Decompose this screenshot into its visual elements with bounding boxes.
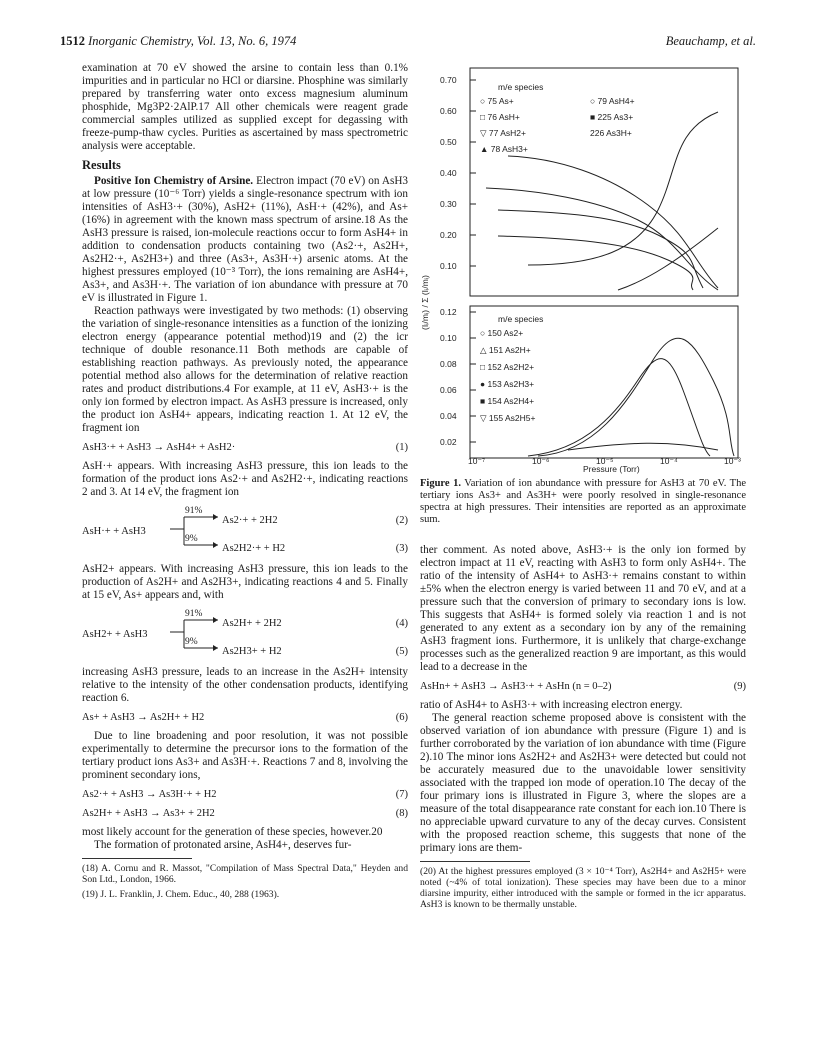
curve-as2-plus — [538, 338, 734, 456]
results-paragraph-6: Due to line broadening and poor resolution, it was not possible experimentally to determine the precursor ions to the formation of the tertiary product ions As3+ and As3H·+. Reactions 7 and 8, involving the prominent secondary ions, — [82, 730, 408, 781]
top-legend-entry: ■ 225 As3+ — [590, 112, 634, 122]
reaction-3-number: (3) — [395, 543, 408, 554]
running-header-authors: Beauchamp, et al. — [665, 34, 756, 48]
bottom-panel-y-ticks — [440, 307, 476, 447]
figure-caption-text: Variation of ion abundance with pressure for AsH3 at 70 eV. The tertiary ions As3+ and As3H+ were poorly resolved in single-resonance spectra at high pressures. Their intensities are reported as an approximate sum. — [420, 478, 747, 525]
equation-7 — [82, 788, 408, 801]
equation-8 — [82, 807, 408, 820]
results-paragraph-7: most likely account for the generation of these species, however.20 — [82, 826, 383, 838]
curve-as2h3-plus — [568, 443, 718, 450]
equation-1-text: AsH3·+ + AsH3 → AsH4+ + AsH2· — [82, 442, 236, 453]
top-legend — [480, 96, 635, 154]
bottom-legend-entry: ▽ 155 As2H5+ — [480, 413, 536, 423]
footnote-divider-right — [420, 861, 530, 862]
figure-1-caption — [420, 478, 746, 526]
equation-8-number: (8) — [395, 808, 408, 819]
reaction-2-branch-percent: 91% — [185, 506, 203, 516]
bottom-y-tick-label: 0.08 — [440, 359, 457, 369]
top-legend-entry: ○ 79 AsH4+ — [590, 96, 635, 106]
bottom-legend-title: m/e species — [498, 314, 544, 324]
results-heading: Results — [82, 158, 121, 172]
right-paragraph-1: ther comment. As noted above, AsH3·+ is the only ion formed by electron impact at 11 eV, reacting with AsH3 to form only AsH4+. The ratio of the intensity of AsH4+ to AsH3·+ remains constant to within ±5% when the electron energy is varied between 11 and 70 eV, and at a pressure such that the conversion of primary to secondary ions is low. This suggests that AsH4+ is formed solely via reaction 1 and is not generated to any extent as a secondary ion by any of the remaining AsH3 fragment ions. Furthermore, it is unlikely that charge-exchange processes such as the generalized reaction 9 are important, as this would lead to a decrease in the — [420, 544, 746, 673]
top-y-tick-label: 0.70 — [440, 75, 457, 85]
x-axis-label: Pressure (Torr) — [583, 464, 640, 474]
y-axis-label: (Iᵢ/mᵢ) / Σ (Iᵢ/mᵢ) — [420, 275, 430, 330]
curve-ash3-plus — [508, 156, 718, 288]
footnote-20: (20) At the highest pressures employed (3 × 10⁻⁴ Torr), As2H4+ and As2H5+ were noted (~4% of total ionization). These species may have been due to a minor diarsine impurity, either introduced with the sample or formed in the icr apparatus. AsH3 is known to be thermally unstable. — [420, 866, 746, 910]
bottom-legend-entry: ● 153 As2H3+ — [480, 379, 535, 389]
bottom-legend-entry: ○ 150 As2+ — [480, 328, 524, 338]
reaction-4-5 — [82, 608, 408, 660]
top-panel-y-ticks — [440, 75, 476, 271]
top-y-tick-label: 0.30 — [440, 199, 457, 209]
curve-tertiary-ions — [618, 228, 718, 290]
intro-paragraph: examination at 70 eV showed the arsine to contain less than 0.1% impurities and in particular no HCl or diarsine. Phosphine was similarly prepared by transferring water onto excess magnesium aluminum phosphide, Mg3P2·2AlP.17 All other chemicals were reagent grade commercial samples utilized as supplied except for degassing with freeze-pump-thaw cycles. Purities as ascertained by mass spectrometric analysis were acceptable. — [82, 62, 408, 152]
equation-6 — [82, 711, 408, 724]
equation-6-number: (6) — [395, 712, 408, 723]
results-paragraph-3: AsH·+ appears. With increasing AsH3 pressure, this ion leads to the formation of the product ions As2·+ and As2H2·+, indicating reactions 2 and 3. At 14 eV, the fragment ion — [82, 460, 408, 498]
reaction-4-number: (4) — [395, 618, 408, 629]
results-paragraph-8: The formation of protonated arsine, AsH4+, deserves fur- — [94, 839, 352, 851]
equation-9-number: (9) — [733, 681, 746, 692]
bottom-legend-entry: □ 152 As2H2+ — [480, 362, 535, 372]
bottom-y-tick-label: 0.12 — [440, 307, 457, 317]
equation-8-text: As2H+ + AsH3 → As3+ + 2H2 — [82, 808, 215, 819]
reaction-5-products: As2H3+ + H2 — [222, 646, 282, 657]
right-paragraph-2: ratio of AsH4+ to AsH3·+ with increasing electron energy. — [420, 699, 683, 711]
equation-9 — [420, 680, 746, 693]
equation-1 — [82, 441, 408, 454]
curve-as2h-plus — [528, 359, 710, 456]
x-tick-label: 10⁻³ — [724, 456, 741, 466]
reaction-4-products: As2H+ + 2H2 — [222, 618, 282, 629]
reaction-5-number: (5) — [395, 646, 408, 657]
top-legend-title: m/e species — [498, 82, 544, 92]
run-in-heading: Positive Ion Chemistry of Arsine. — [94, 175, 254, 187]
reaction-5-branch-percent: 9% — [185, 637, 198, 647]
results-paragraph-2: Reaction pathways were investigated by two methods: (1) observing the variation of single-resonance intensities as a function of the ionizing electron energy (appearance potential method)19 and (2) the icr technique of double resonance.11 Both methods are capable of establishing reaction pathways. As previously noted, the appearance potential method also allows for the determination of relative reaction rates and product distributions.4 For example, at 11 eV, AsH3·+ is the only ion formed by electron impact. As AsH3 pressure is increased, only the product ion AsH4+ appears, indicating reaction 1. At 12 eV, the fragment ion — [82, 305, 408, 434]
reaction-2-products: As2·+ + 2H2 — [222, 515, 278, 526]
curve-as-plus — [498, 210, 703, 288]
bottom-y-tick-label: 0.02 — [440, 437, 457, 447]
x-tick-label: 10⁻⁴ — [660, 456, 678, 466]
top-legend-entry: 226 As3H+ — [590, 128, 632, 138]
reaction-3-products: As2H2·+ + H2 — [222, 543, 286, 554]
bottom-panel — [440, 306, 738, 458]
bottom-legend-entry: ■ 154 As2H4+ — [480, 396, 535, 406]
curve-ash2-plus — [498, 236, 693, 290]
results-paragraph-5: increasing AsH3 pressure, leads to an increase in the As2H+ intensity relative to the intensity of the other condensation products, identifying reaction 6. — [82, 666, 408, 704]
right-paragraph-3: The general reaction scheme proposed above is consistent with the observed variation of ion abundance with pressure (Figure 1) and is further corroborated by the variation of ion abundance with time (Figure 2).10 The minor ions As2H2+ and As2H3+ were detected but could not be accurately measured due to the unavoidable lower sensitivity associated with the trapped ion mode of operation.10 The decay of the four primary ions is illustrated in Figure 3, where the slopes are a measure of the total disappearance rate constant for each ion.10 There is no appreciable upward curvature to any of the decay curves. Consistent with the proposed reaction scheme, this suggests that none of the primary ions are them- — [420, 712, 746, 854]
journal-issue: Vol. 13, No. 6, 1974 — [197, 34, 297, 48]
x-tick-label: 10⁻⁷ — [468, 456, 486, 466]
figure-1-plot — [418, 60, 748, 474]
bottom-y-tick-label: 0.06 — [440, 385, 457, 395]
equation-7-number: (7) — [395, 789, 408, 800]
equation-7-text: As2·+ + AsH3 → As3H·+ + H2 — [82, 789, 217, 800]
footnote-18: (18) A. Cornu and R. Massot, "Compilation of Mass Spectral Data," Heyden and Son Ltd., London, 1966. — [82, 863, 408, 885]
results-paragraph-4: AsH2+ appears. With increasing AsH3 pressure, this ion leads to the production of As2H+ and As2H3+, indicating reactions 4 and 5. Finally at 15 eV, As+ appears and, with — [82, 563, 408, 601]
right-column — [420, 544, 746, 910]
top-legend-entry: ○ 75 As+ — [480, 96, 514, 106]
reaction-2-number: (2) — [395, 515, 408, 526]
reaction-2-3 — [82, 505, 408, 557]
top-y-tick-label: 0.50 — [440, 137, 457, 147]
top-y-tick-label: 0.40 — [440, 168, 457, 178]
x-tick-label: 10⁻⁶ — [532, 456, 550, 466]
bottom-y-tick-label: 0.10 — [440, 333, 457, 343]
top-y-tick-label: 0.60 — [440, 106, 457, 116]
equation-6-text: As+ + AsH3 → As2H+ + H2 — [82, 712, 205, 723]
reaction-4-branch-percent: 91% — [185, 609, 203, 619]
top-y-tick-label: 0.20 — [440, 230, 457, 240]
reaction-4-5-reactants: AsH2+ + AsH3 — [82, 629, 148, 640]
x-tick-label: 10⁻⁵ — [596, 456, 614, 466]
figure-label: Figure 1. — [420, 478, 461, 489]
results-text-1: Electron impact (70 eV) on AsH3 at low pressure (10⁻⁶ Torr) yields a single-resonance spectrum with ion intensities of AsH3·+ (30%), AsH2+ (11%), AsH·+ (42%), and As+ (16%) in agreement with the known mass spectrum of arsine.18 As the AsH3 pressure is raised, ion-molecule reactions occur to form AsH4+ in addition to condensation products containing two (As2·+, As2H+, As2H2·+, As2H3+) and three (As3+, As3H·+) arsenic atoms. At the highest pressures employed (10⁻³ Torr), the ions remaining are AsH4+, As3+, and As3H·+. The variation of ion abundance with pressure at 70 eV is illustrated in Figure 1. — [82, 175, 408, 304]
top-legend-entry: ▽ 77 AsH2+ — [480, 128, 526, 138]
bottom-legend-entry: △ 151 As2H+ — [480, 345, 531, 355]
journal-name: Inorganic Chemistry, — [88, 34, 194, 48]
equation-1-number: (1) — [395, 442, 408, 453]
footnote-19: (19) J. L. Franklin, J. Chem. Educ., 40, 288 (1963). — [82, 889, 280, 900]
footnote-divider — [82, 858, 192, 859]
top-panel — [440, 68, 738, 296]
results-paragraph-1 — [82, 175, 408, 305]
page-number: 1512 — [60, 34, 85, 48]
top-legend-entry: ▲ 78 AsH3+ — [480, 144, 528, 154]
left-column — [82, 62, 408, 900]
top-y-tick-label: 0.10 — [440, 261, 457, 271]
reaction-3-branch-percent: 9% — [185, 534, 198, 544]
running-header-left — [60, 34, 296, 49]
reaction-2-3-reactants: AsH·+ + AsH3 — [82, 526, 146, 537]
equation-9-text: AsHn+ + AsH3 → AsH3·+ + AsHn (n = 0–2) — [420, 681, 612, 692]
top-legend-entry: □ 76 AsH+ — [480, 112, 520, 122]
bottom-legend — [480, 328, 535, 423]
bottom-y-tick-label: 0.04 — [440, 411, 457, 421]
